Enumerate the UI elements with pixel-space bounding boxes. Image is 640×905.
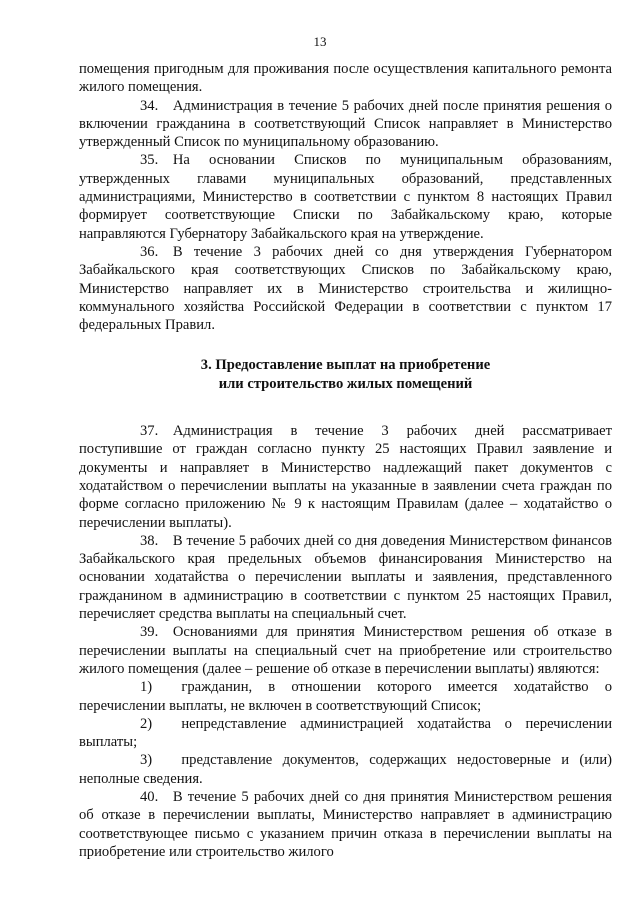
- paragraph: 38. В течение 5 рабочих дней со дня доведения Министерством финансов Забайкальского края предельных объемов финансирования Министерство на основании ходатайства о перечислении выплаты и заявления, представленного гражданином в администрацию в соответствии с пунктом 25 настоящих Правил, перечисляет средства выплаты на специальный счет.: [79, 532, 612, 623]
- paragraph: 2) непредставление администрацией ходатайства о перечислении выплаты;: [79, 715, 612, 751]
- paragraph: помещения пригодным для проживания после осуществления капитального ремонта жилого помещения.: [79, 61, 612, 96]
- section-heading-line-2: или строительство жилых помещений: [218, 375, 473, 392]
- paragraphs-before-heading: [79, 60, 612, 334]
- section-heading: [79, 356, 612, 393]
- paragraph: 39. Основаниями для принятия Министерством решения об отказе в перечислении выплаты на специальный счет на приобретение или строительство жилого помещения (далее – решение об отказе в перечислении выплаты) являются:: [79, 624, 612, 677]
- paragraph: 34. Администрация в течение 5 рабочих дней после принятия решения о включении гражданина в соответствующий Список направляет в Министерство утвержденный Список по муниципальному образованию.: [79, 97, 612, 151]
- page-number: 13: [313, 34, 327, 49]
- section-heading-line-1: 3. Предоставление выплат на приобретение: [200, 357, 491, 374]
- paragraph: 40. В течение 5 рабочих дней со дня принятия Министерством решения об отказе в перечислении выплаты, Министерство направляет в администрацию соответствующее письмо с указанием причин отказа в перечислении выплаты на приобретение или строительство жилого: [79, 788, 612, 860]
- paragraphs-after-heading: [79, 422, 612, 861]
- paragraph: 35. На основании Списков по муниципальным образованиям, утвержденных главами муниципальных образований, представленных администрациями, Министерство в соответствии с пунктом 8 настоящих Правил формирует соответствующие Списки по Забайкальскому краю, которые направляются Губернатору Забайкальского края на утверждение.: [79, 152, 612, 242]
- paragraph: 1) гражданин, в отношении которого имеется ходатайство о перечислении выплаты, не включен в соответствующий Список;: [79, 679, 612, 714]
- paragraph: 3) представление документов, содержащих недостоверные и (или) неполные сведения.: [79, 752, 612, 787]
- paragraph: 36. В течение 3 рабочих дней со дня утверждения Губернатором Забайкальского края соответствующих Списков по Забайкальскому краю, Министерство направляет их в Министерство строительства и жилищно-коммунального хозяйства Российской Федерации в соответствии с пунктом 17 федеральных Правил.: [79, 243, 612, 334]
- document-body: [79, 60, 612, 861]
- paragraph: 37. Администрация в течение 3 рабочих дней рассматривает поступившие от граждан согласно пункту 25 настоящих Правил заявление и документы и направляет в Министерство надлежащий пакет документов с ходатайством о перечислении выплаты на указанные в заявлении счета граждан по форме согласно приложению № 9 к настоящим Правилам (далее – ходатайство о перечислении выплаты).: [79, 423, 612, 531]
